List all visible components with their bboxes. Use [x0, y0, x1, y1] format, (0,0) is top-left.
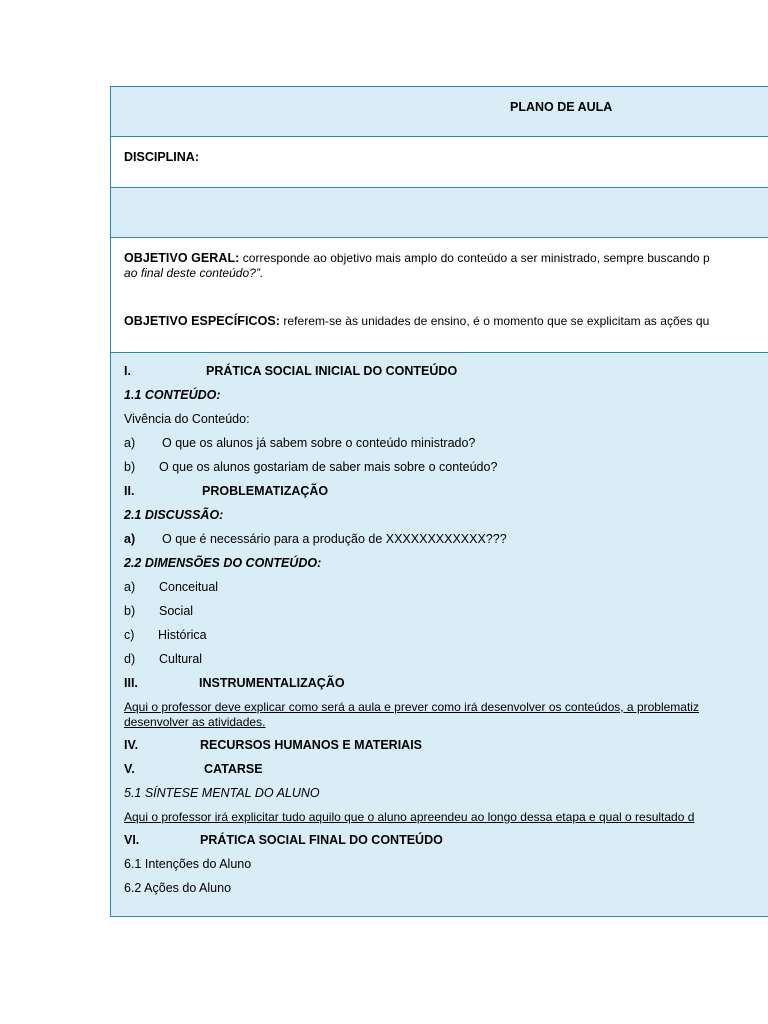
section-1-heading [124, 364, 458, 378]
section-1-number: I. [124, 364, 131, 378]
objetivo-especificos-text: referem-se às unidades de ensino, é o momento que se explicitam as ações qu [279, 314, 710, 328]
list-item [124, 604, 194, 618]
list-item [124, 460, 498, 474]
list-item [124, 580, 219, 594]
list-item-text: Histórica [158, 628, 207, 642]
list-item [124, 652, 203, 666]
section-3-heading [124, 676, 345, 690]
list-item [124, 628, 207, 642]
list-marker: a) [124, 532, 136, 546]
list-item [124, 436, 476, 450]
disciplina-row [111, 137, 768, 188]
objetivo-especificos-line [124, 314, 709, 328]
vivencia-label: Vivência do Conteúdo: [124, 412, 250, 426]
empty-row [111, 188, 768, 238]
list-item-text: O que os alunos gostariam de saber mais sobre o conteúdo? [159, 460, 498, 474]
objetivo-especificos-label: OBJETIVO ESPECÍFICOS: [124, 314, 280, 328]
subsection-5-1: 5.1 SÍNTESE MENTAL DO ALUNO [124, 786, 320, 800]
section-3-title: INSTRUMENTALIZAÇÃO [199, 676, 345, 690]
section-4-number: IV. [124, 738, 139, 752]
objectives-row [111, 238, 768, 353]
subsection-2-1: 2.1 DISCUSSÃO: [124, 508, 224, 522]
section-2-title: PROBLEMATIZAÇÃO [202, 484, 329, 498]
subsection-2-2: 2.2 DIMENSÕES DO CONTEÚDO: [124, 556, 322, 570]
section-3-number: III. [124, 676, 138, 690]
section-1-title: PRÁTICA SOCIAL INICIAL DO CONTEÚDO [206, 364, 458, 378]
section-3-text: Aqui o professor deve explicar como será a aula e prever como irá desenvolver os conteúdos, a problematiz [124, 700, 699, 714]
section-6-title: PRÁTICA SOCIAL FINAL DO CONTEÚDO [200, 833, 443, 847]
disciplina-label: DISCIPLINA: [124, 150, 199, 164]
list-item [124, 532, 507, 546]
list-item-text: Social [159, 604, 194, 618]
subsection-6-2: 6.2 Ações do Aluno [124, 881, 232, 895]
subsection-1-1: 1.1 CONTEÚDO: [124, 388, 221, 402]
list-marker: b) [124, 604, 136, 618]
objetivo-geral-text-continued: ao final deste conteúdo?”. [124, 266, 264, 280]
list-marker: b) [124, 460, 136, 474]
section-5-text: Aqui o professor irá explicitar tudo aquilo que o aluno apreendeu ao longo dessa etapa e qual o resultado d [124, 810, 695, 824]
section-3-text-continued: desenvolver as atividades. [124, 715, 266, 729]
section-6-number: VI. [124, 833, 140, 847]
section-4-title: RECURSOS HUMANOS E MATERIAIS [200, 738, 423, 752]
section-2-number: II. [124, 484, 135, 498]
section-5-title: CATARSE [204, 762, 263, 776]
content-row [111, 353, 768, 917]
title-row [111, 87, 768, 137]
subsection-6-1: 6.1 Intenções do Aluno [124, 857, 252, 871]
section-2-heading [124, 484, 329, 498]
objetivo-geral-text: corresponde ao objetivo mais amplo do conteúdo a ser ministrado, sempre buscando p [239, 251, 710, 265]
list-item-text: Cultural [159, 652, 203, 666]
list-marker: a) [124, 580, 136, 594]
list-marker: d) [124, 652, 136, 666]
objetivo-geral-label: OBJETIVO GERAL: [124, 251, 240, 265]
section-5-number: V. [124, 762, 135, 776]
objetivo-geral-line [124, 251, 710, 265]
page-title: PLANO DE AULA [510, 100, 613, 114]
section-4-heading [124, 738, 423, 752]
list-marker: c) [124, 628, 135, 642]
section-6-heading [124, 833, 443, 847]
lesson-plan-table [110, 86, 768, 917]
section-5-heading [124, 762, 263, 776]
list-item-text: O que os alunos já sabem sobre o conteúdo ministrado? [162, 436, 476, 450]
list-marker: a) [124, 436, 136, 450]
list-item-text: Conceitual [159, 580, 219, 594]
list-item-text: O que é necessário para a produção de XXXXXXXXXXXX??? [162, 532, 507, 546]
